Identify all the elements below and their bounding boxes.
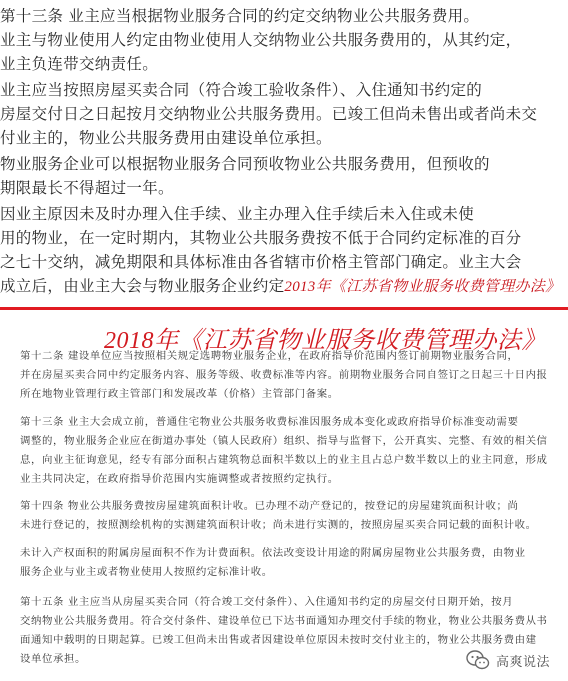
text-line: 未计入产权面积的附属房屋面积不作为计费面积。依法改变设计用途的附属房屋物业公共服务费，由物业	[20, 547, 526, 559]
regulation-2013-excerpt	[0, 0, 568, 306]
text-line: 用的物业，在一定时期内，其物业公共服务费按不低于合同约定标准的百分	[0, 229, 522, 247]
regulation-2018-excerpt	[0, 310, 568, 681]
text-line: 息，向业主征询意见，经专有部分面积占建筑物总面积半数以上的业主且占总户数半数以上的业主同意，形成	[20, 454, 548, 466]
text-line-with-caption	[0, 274, 568, 298]
text-line: 第十三条 业主应当根据物业服务合同的约定交纳物业公共服务费用。	[0, 7, 480, 25]
regulation-2013-text	[0, 78, 568, 150]
text-line: 因业主原因未及时办理入住手续、业主办理入住手续后未入住或未使	[0, 205, 475, 223]
article-12	[20, 347, 560, 404]
article-14	[20, 497, 560, 535]
text-line: 物业服务企业可以根据物业服务合同预收物业公共服务费用，但预收的	[0, 155, 490, 173]
text-line: 第十二条 建设单位应当按照相关规定选聘物业服务企业，在政府指导价范围内签订前期物业服务合同，	[20, 350, 519, 362]
wechat-channel-icon	[466, 649, 490, 671]
text-line: 业主应当按照房屋买卖合同（符合竣工验收条件）、入住通知书约定的	[0, 81, 483, 99]
text-line: 成立后，由业主大会与物业服务企业约定	[0, 277, 285, 295]
text-line: 调整的，物业服务企业应在街道办事处（镇人民政府）组织、指导与监督下，公开真实、完整、有效的相关信	[20, 435, 548, 447]
title-2018: 2018年《江苏省物业服务收费管理办法》	[104, 328, 546, 354]
text-line: 第十三条 业主大会成立前，普通住宅物业公共服务收费标准因服务成本变化或政府指导价标准变动需要	[20, 416, 519, 428]
text-line: 并在房屋买卖合同中约定服务内容、服务等级、收费标准等内容。前期物业服务合同自签订之日起三十日内报	[20, 369, 548, 381]
text-line: 第十五条 业主应当从房屋买卖合同（符合竣工交付条件）、入住通知书约定的房屋交付日期开始，按月	[20, 596, 514, 608]
text-line: 未进行登记的，按照测绘机构的实测建筑面积计收；尚未进行实测的，按照房屋买卖合同记载的面积计收。	[20, 519, 537, 531]
text-line: 面通知中载明的日期起算。已竣工但尚未出售或者因建设单位原因未按时交付业主的，物业公共服务费由建	[20, 634, 537, 646]
text-line: 业主与物业使用人约定由物业使用人交纳物业公共服务费用的，从其约定，	[0, 31, 522, 49]
regulation-2013-text	[0, 202, 568, 298]
text-line: 房屋交付日之日起按月交纳物业公共服务费用。已竣工但尚未售出或者尚未交	[0, 105, 538, 123]
text-line: 之七十交纳，减免期限和具体标准由各省辖市价格主管部门确定。业主大会	[0, 253, 522, 271]
text-line: 第十四条 物业公共服务费按房屋建筑面积计收。已办理不动产登记的，按登记的房屋建筑面积计收；尚	[20, 500, 519, 512]
regulation-2013-text	[0, 4, 568, 76]
caption-2013: 2013年《江苏省物业服务收费管理办法》	[284, 279, 561, 295]
watermark-text: 高爽说法	[495, 654, 550, 670]
text-line: 交纳物业公共服务费用。符合交付条件、建设单位已下达书面通知办理交付手续的物业，物业公共服务费从书	[20, 615, 548, 627]
article-13	[20, 413, 560, 489]
text-line: 期限最长不得超过一年。	[0, 179, 174, 197]
article-14-continued	[20, 544, 560, 582]
text-line: 服务企业与业主或者物业使用人按照约定标准计收。	[20, 566, 273, 578]
watermark	[462, 647, 554, 673]
text-line: 业主共同决定，在政府指导价范围内实施调整或者按照约定执行。	[20, 473, 339, 485]
text-line: 付业主的，物业公共服务费用由建设单位承担。	[0, 129, 332, 147]
text-line: 所在地物业管理行政主管部门和发展改革（价格）主管部门备案。	[20, 388, 339, 400]
text-line: 业主负连带交纳责任。	[0, 55, 159, 73]
regulation-2013-text	[0, 152, 568, 200]
text-line: 设单位承担。	[20, 653, 86, 665]
